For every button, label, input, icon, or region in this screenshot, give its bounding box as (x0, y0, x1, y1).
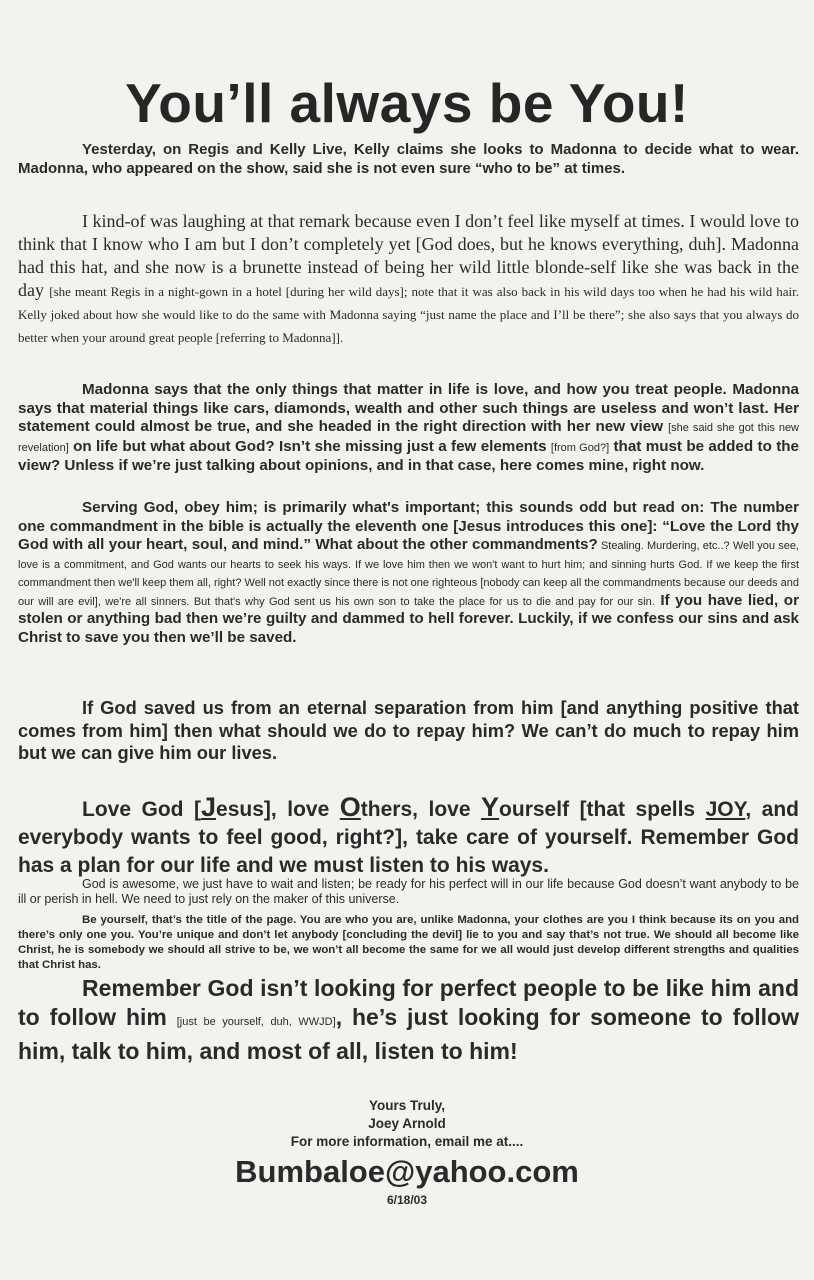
signature-date: 6/18/03 (386, 1193, 428, 1207)
love-text-c: thers, love (360, 798, 482, 821)
remember-aside-b: [just be yourself, duh, WWJD] (176, 1016, 336, 1028)
madonna-aside-d: [from God?] (550, 441, 610, 454)
serving-paragraph (18, 499, 799, 647)
remember-paragraph (18, 974, 799, 1066)
page-title: You’ll always be You! (125, 72, 689, 134)
madonna-text-c: on life but what about God? Isn’t she missing just a few elements (68, 437, 551, 455)
remember-text-a: Remember God isn’t looking for perfect people to be like him and to follow him (18, 975, 799, 1030)
serif-paragraph-aside: [she meant Regis in a night-gown in a hotel [during her wild days]; note that it was also back in his wild days too when he had his wild hair. Kelly joked about how she would like to do the same with Madonna saying “just name the place and I’ll be there”; she also says that you always do better when your around great people [referring to Madonna]]. (18, 284, 800, 345)
be-yourself-paragraph: Be yourself, that’s the title of the page. You are who you are, unlike Madonna, your clothes are you I think because its on you and there’s only one you. You’re unique and don’t let anybody [concluding the devil] lie to you and say that’s not true. We should all become like Christ, he is somebody we should all strive to be, we won’t all become the same for we all would just develop different strengths and qualities that Christ has. (18, 914, 799, 971)
love-letter-y: Y (481, 792, 500, 822)
madonna-aside-b: [she said she got this new revelation] (18, 422, 800, 454)
love-text-d: ourself [that spells (499, 798, 706, 821)
signature-email-link[interactable]: Bumbaloe@yahoo.com (235, 1154, 579, 1189)
serving-text-a: Serving God, obey him; is primarily what's important; this sounds odd but read on: The number one commandment in the bible is actually the eleventh one [Jesus introduces this one]: “Love the Lord thy God with all your heart, soul, and mind.” What about the other commandments? (18, 499, 799, 553)
madonna-text-e: that must be added to the view? Unless if we’re just talking about opinions, and in that case, here comes mine, right now. (18, 437, 799, 474)
madonna-paragraph (18, 381, 799, 476)
serving-text-c: If you have lied, or stolen or anything bad then we’re guilty and dammed to hell forever. Luckily, if we confess our sins and ask Christ to save you then we’ll be saved. (18, 591, 799, 646)
love-text-b: esus], love (216, 798, 340, 821)
remember-text-c: , he’s just looking for someone to follow him, talk to him, and most of all, listen to him! (18, 1004, 799, 1064)
saved-paragraph: If God saved us from an eternal separation from him [and anything positive that comes from him] then what should we do to repay him? We can’t do much to repay him but we can give him our lives. (18, 697, 799, 763)
intro-paragraph: Yesterday, on Regis and Kelly Live, Kelly claims she looks to Madonna to decide what to wear. Madonna, who appeared on the show, said she is not even sure “who to be” at times. (18, 141, 799, 177)
love-text-e: , and everybody wants to feel good, right?], take care of yourself. Remember God has a plan for our life and we must listen to his ways. (18, 798, 799, 877)
signature-name: Joey Arnold (368, 1116, 446, 1131)
awesome-paragraph: God is awesome, we just have to wait and listen; be ready for his perfect will in our life because God doesn’t want anybody to be ill or perish in hell. We need to just rely on the maker of this universe. (18, 877, 799, 906)
love-text-a: Love God [ (82, 798, 202, 821)
love-word-joy: JOY (705, 798, 746, 821)
serif-paragraph (18, 210, 799, 348)
madonna-text-a: Madonna says that the only things that matter in life is love, and how you treat people. Madonna says that material things like cars, diamonds, wealth and other such things are useless and won’t last. Her statement could almost be true, and she headed in the right direction with her new view (18, 381, 799, 435)
signature-info: For more information, email me at.... (290, 1134, 524, 1149)
love-letter-o: O (339, 792, 361, 822)
love-letter-j: J (201, 792, 217, 822)
serif-paragraph-main: I kind-of was laughing at that remark because even I don’t feel like myself at times. I would love to think that I know who I am but I don’t completely yet [God does, but he knows everything, duh]. Madonna had this hat, and she now is a brunette instead of being her wild little blonde-self like she was back in the day (18, 211, 799, 300)
serving-aside-b: Stealing. Murdering, etc..? Well you see, love is a commitment, and God wants our hearts to seek his ways. If we love him then we won't want to hurt him; and sinning hurts God. If we keep the first commandment then we'll keep them all, right? Well not exactly since there is not one righteous [nobody can keep all the commandments because our deeds and our will are evil], we're all sinners. But that's why God sent us his own son to take the place for us to die and pay for our sin. (18, 540, 799, 608)
signature-closing: Yours Truly, (368, 1098, 446, 1113)
love-paragraph (18, 793, 799, 880)
